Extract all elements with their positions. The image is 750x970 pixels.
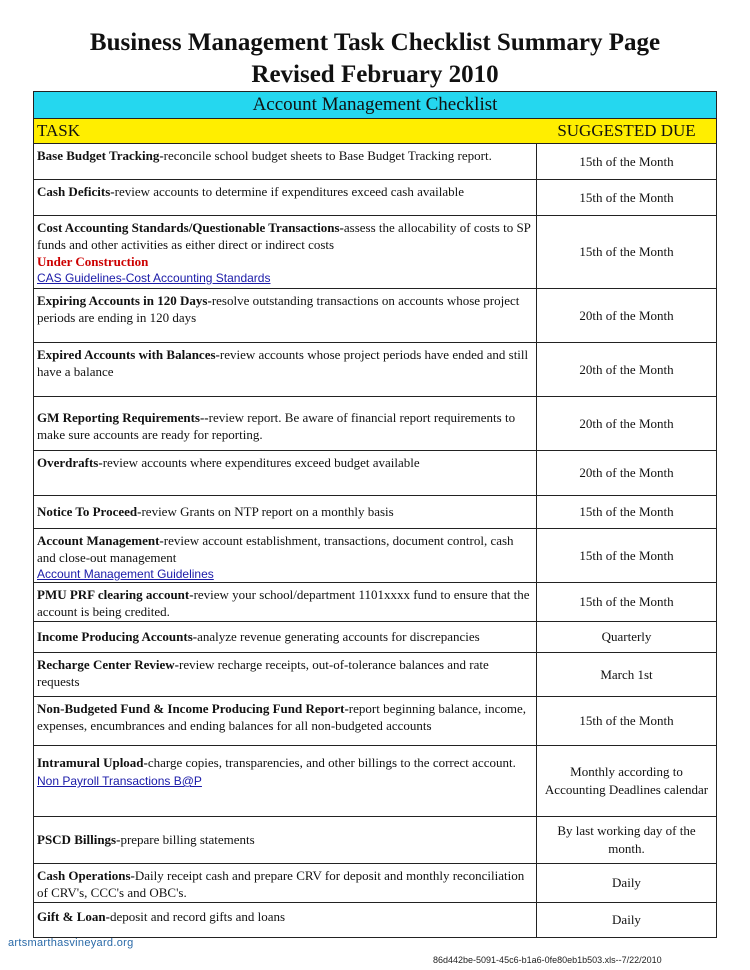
- task-cell: [34, 864, 537, 902]
- due-cell: 15th of the Month: [579, 713, 674, 728]
- due-cell: Daily: [612, 875, 641, 890]
- source-watermark: artsmarthasvineyard.org: [8, 937, 134, 949]
- table-row: [34, 289, 716, 343]
- task-cell: [34, 583, 537, 621]
- table-row: [34, 216, 716, 289]
- file-footer: 86d442be-5091-45c6-b1a6-0fe80eb1b503.xls--7/22/2010: [433, 955, 662, 965]
- task-name: Non-Budgeted Fund & Income Producing Fund Report-: [37, 701, 349, 716]
- table-header: [34, 119, 716, 144]
- task-desc: review account establishment, transactions, document control, cash and close-out management: [37, 533, 514, 565]
- task-name: Recharge Center Review-: [37, 657, 179, 672]
- task-desc: review recharge receipts, out-of-tolerance balances and rate requests: [37, 657, 489, 689]
- table-row: [34, 529, 716, 583]
- task-name: PSCD Billings-: [37, 832, 121, 847]
- task-desc: review report. Be aware of financial report requirements to make sure accounts are ready for reporting.: [37, 410, 516, 442]
- table-row: [34, 746, 716, 817]
- task-name: Base Budget Tracking-: [37, 148, 164, 163]
- task-desc: resolve outstanding transactions on accounts whose project periods are ending in 120 days: [37, 293, 520, 325]
- table-row: [34, 653, 716, 697]
- due-cell: 15th of the Month: [579, 504, 674, 519]
- task-desc: deposit and record gifts and loans: [109, 909, 286, 924]
- task-name: Income Producing Accounts-: [37, 629, 198, 644]
- table-row: [34, 817, 716, 864]
- due-cell: Monthly according to Accounting Deadlines calendar: [544, 764, 709, 797]
- table-row: [34, 451, 716, 496]
- task-name: Overdrafts-: [37, 455, 103, 470]
- non-payroll-transactions-link[interactable]: Non Payroll Transactions B@P: [37, 774, 202, 788]
- task-cell: [34, 903, 537, 937]
- task-desc: review your school/department 1101xxxx fund to ensure that the account is being credited.: [37, 587, 530, 619]
- due-cell: 20th of the Month: [579, 307, 674, 323]
- checklist-table: [33, 91, 717, 938]
- task-desc: reconcile school budget sheets to Base Budget Tracking report.: [163, 148, 492, 163]
- task-name: Intramural Upload-: [37, 755, 148, 770]
- due-cell: March 1st: [600, 666, 653, 682]
- task-name: Notice To Proceed-: [37, 504, 142, 519]
- table-row: [34, 343, 716, 397]
- task-cell: [34, 343, 537, 396]
- task-desc: review Grants on NTP report on a monthly basis: [141, 504, 394, 519]
- account-management-guidelines-link[interactable]: Account Management Guidelines: [37, 567, 214, 581]
- task-desc: charge copies, transparencies, and other billings to the correct account.: [147, 755, 516, 770]
- table-row: [34, 583, 716, 622]
- task-desc: review accounts to determine if expenditures exceed cash available: [114, 184, 465, 199]
- task-desc: review accounts whose project periods have ended and still have a balance: [37, 347, 529, 379]
- task-cell: [34, 451, 537, 495]
- table-row: [34, 864, 716, 903]
- page-subtitle: Revised February 2010: [251, 61, 499, 88]
- due-cell: 15th of the Month: [579, 189, 674, 205]
- table-row: [34, 903, 716, 937]
- task-desc: prepare billing statements: [120, 832, 255, 847]
- task-name: GM Reporting Requirements--: [37, 410, 209, 425]
- due-cell: 15th of the Month: [579, 244, 674, 259]
- table-row: [34, 622, 716, 653]
- task-cell: [34, 180, 537, 215]
- due-cell: 20th of the Month: [579, 465, 674, 480]
- table-row: [34, 397, 716, 451]
- task-name: PMU PRF clearing account-: [37, 587, 194, 602]
- due-cell: Quarterly: [601, 629, 652, 644]
- due-cell: 15th of the Month: [579, 547, 674, 563]
- task-name: Cash Deficits-: [37, 184, 115, 199]
- task-cell: [34, 496, 537, 528]
- due-cell: By last working day of the month.: [557, 823, 696, 856]
- task-desc: Daily receipt cash and prepare CRV for deposit and monthly reconciliation of CRV's, CCC's and OBC's.: [37, 868, 525, 900]
- under-construction-note: Under Construction: [37, 254, 149, 269]
- task-cell: [34, 817, 537, 863]
- task-cell: [34, 653, 537, 696]
- cas-guidelines-link[interactable]: CAS Guidelines-Cost Accounting Standards: [37, 271, 271, 285]
- task-cell: [34, 289, 537, 342]
- task-cell: [34, 397, 537, 450]
- due-cell: 20th of the Month: [579, 415, 674, 431]
- table-row: [34, 496, 716, 529]
- task-desc: report beginning balance, income, expenses, encumbrances and ending balances for all non-budgeted accounts: [37, 701, 527, 733]
- due-cell: 15th of the Month: [579, 153, 674, 169]
- header-task: TASK: [37, 121, 81, 140]
- header-suggested-due: SUGGESTED DUE: [557, 121, 696, 140]
- page-title: Business Management Task Checklist Summary Page: [89, 29, 661, 56]
- due-cell: Daily: [612, 912, 641, 927]
- task-name: Cash Operations-: [37, 868, 135, 883]
- task-cell: [34, 622, 537, 652]
- task-name: Cost Accounting Standards/Questionable Transactions-: [37, 220, 344, 235]
- task-name: Expiring Accounts in 120 Days-: [37, 293, 212, 308]
- checklist-banner: Account Management Checklist: [34, 92, 716, 119]
- task-cell: [34, 697, 537, 745]
- due-cell: 20th of the Month: [579, 361, 674, 377]
- task-desc: review accounts where expenditures exceed budget available: [102, 455, 420, 470]
- task-name: Account Management-: [37, 533, 164, 548]
- due-cell: 15th of the Month: [579, 594, 674, 609]
- table-row: [34, 697, 716, 746]
- task-cell: [34, 529, 537, 582]
- table-row: [34, 144, 716, 180]
- task-cell: [34, 144, 537, 179]
- task-name: Gift & Loan-: [37, 909, 110, 924]
- task-name: Expired Accounts with Balances-: [37, 347, 220, 362]
- task-cell: [34, 216, 537, 288]
- task-desc: analyze revenue generating accounts for discrepancies: [197, 629, 480, 644]
- task-cell: [34, 746, 537, 816]
- task-desc: assess the allocability of costs to SP funds and other activities as either direct or indirect costs: [37, 220, 531, 252]
- table-row: [34, 180, 716, 216]
